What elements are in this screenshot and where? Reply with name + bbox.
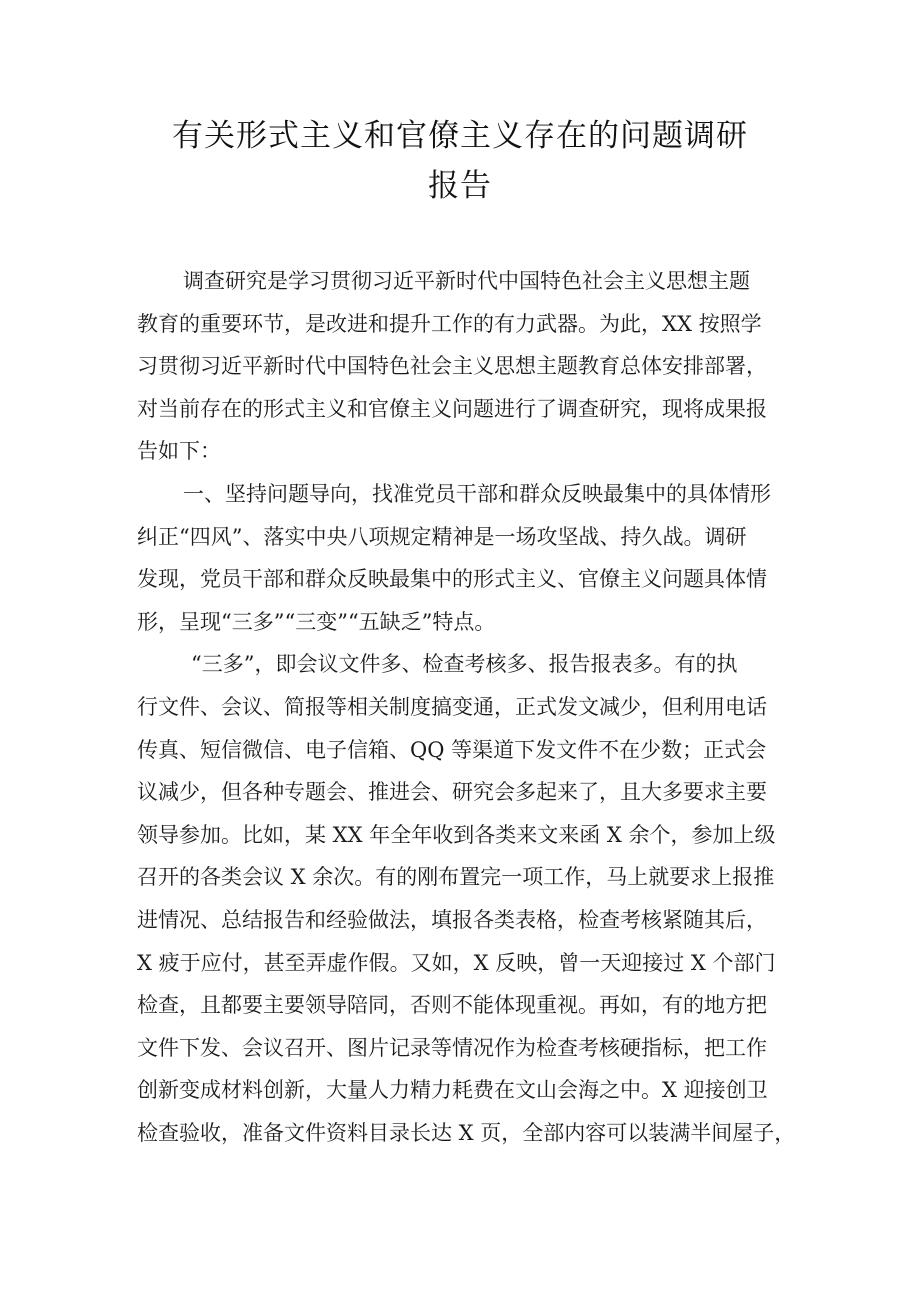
body-line: 创新变成材料创新，大量人力精力耗费在文山会海之中。X 迎接创卫 bbox=[137, 1078, 768, 1103]
body-line: 文件下发、会议召开、图片记录等情况作为检查考核硬指标，把工作 bbox=[137, 1035, 767, 1060]
body-line: 领导参加。比如，某 XX 年全年收到各类来文来函 X 余个，参加上级 bbox=[137, 822, 776, 847]
body-line: 告如下： bbox=[137, 439, 221, 464]
body-line: 习贯彻习近平新时代中国特色社会主义思想主题教育总体安排部署， bbox=[137, 354, 767, 379]
body-line: “三多”，即会议文件多、检查考核多、报告报表多。有的执 bbox=[191, 652, 738, 677]
body-line: 召开的各类会议 X 余次。有的刚布置完一项工作，马上就要求上报推 bbox=[137, 865, 775, 890]
document-title-line-2: 报告 bbox=[428, 168, 492, 204]
section-heading: 一、坚持问题导向，找准党员干部和群众反映最集中的具体情形 bbox=[183, 481, 771, 506]
body-line: 教育的重要环节，是改进和提升工作的有力武器。为此，XX 按照学 bbox=[137, 311, 762, 336]
body-line: 行文件、会议、简报等相关制度搞变通，正式发文减少，但利用电话 bbox=[137, 694, 767, 719]
body-line: 形，呈现“三多”“三变”“五缺乏”特点。 bbox=[137, 609, 496, 634]
body-line: 议减少，但各种专题会、推进会、研究会多起来了，且大多要求主要 bbox=[137, 780, 767, 805]
body-line: 传真、短信微信、电子信箱、QQ 等渠道下发文件不在少数；正式会 bbox=[137, 737, 767, 762]
body-line: 检查，且都要主要领导陪同，否则不能体现重视。再如，有的地方把 bbox=[137, 993, 767, 1018]
body-line: 调查研究是学习贯彻习近平新时代中国特色社会主义思想主题 bbox=[183, 269, 750, 293]
body-line: X 疲于应付，甚至弄虚作假。又如，X 反映，曾一天迎接过 X 个部门 bbox=[137, 950, 776, 975]
body-line: 进情况、总结报告和经验做法，填报各类表格，检查考核紧随其后， bbox=[137, 907, 767, 932]
body-line: 纠正“四风”、落实中央八项规定精神是一场攻坚战、持久战。调研 bbox=[137, 524, 747, 549]
body-line: 检查验收，准备文件资料目录长达 X 页，全部内容可以装满半间屋子， bbox=[137, 1120, 796, 1145]
document-body bbox=[137, 260, 796, 1154]
body-line: 发现，党员干部和群众反映最集中的形式主义、官僚主义问题具体情 bbox=[137, 567, 767, 592]
body-line: 对当前存在的形式主义和官僚主义问题进行了调查研究，现将成果报 bbox=[137, 396, 767, 421]
document-title-line-1: 有关形式主义和官僚主义存在的问题调研 bbox=[172, 118, 748, 154]
